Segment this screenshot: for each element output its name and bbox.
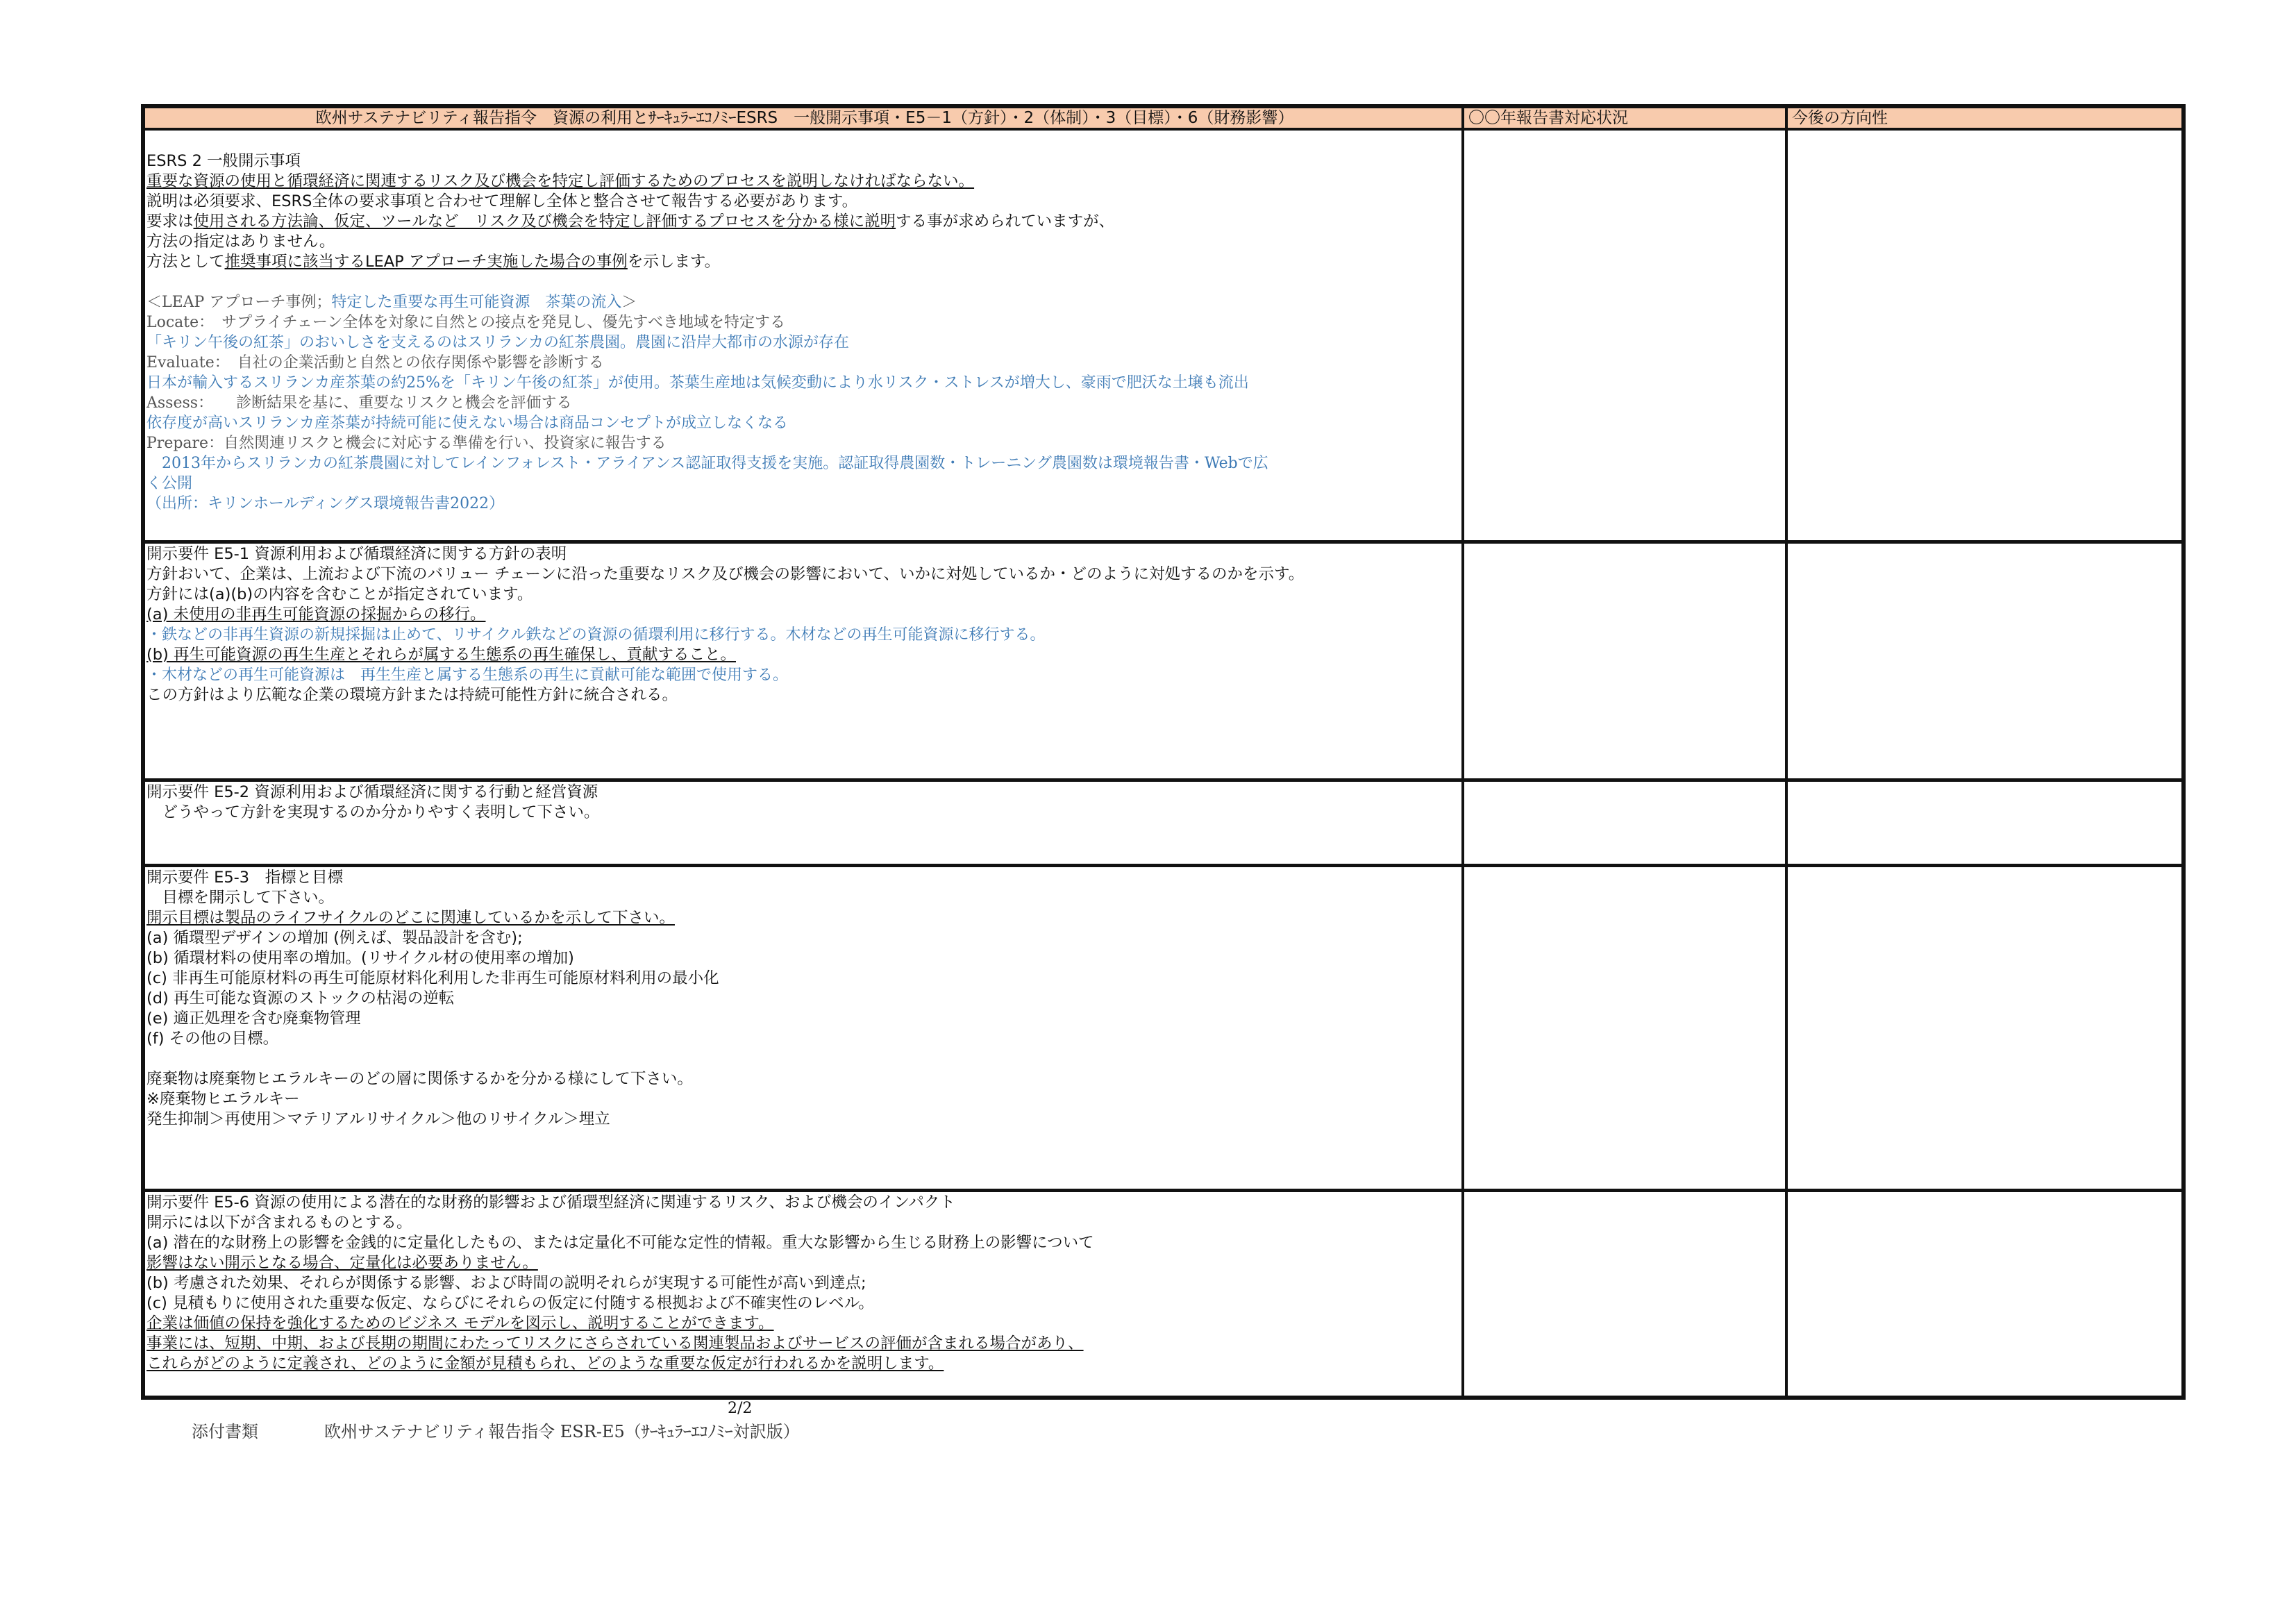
section-e5-1 xyxy=(145,544,1461,778)
section-e5-6 xyxy=(145,1193,1461,1396)
leap-step: Assess： 診断結果を基に、重要なリスクと機会を評価する xyxy=(146,394,572,412)
requirement-text: 開示目標は製品のライフサイクルのどこに関連しているかを示して下さい。 xyxy=(146,909,675,927)
row-divider xyxy=(145,778,2181,782)
leap-example: 「キリン午後の紅茶」のおいしさを支えるのはスリランカの紅茶農園。農園に沿岸大都市の水源が存在 xyxy=(146,334,850,351)
note-text: 方法として推奨事項に該当するLEAP アプローチ実施した場合の事例を示します。 xyxy=(146,253,721,271)
column-divider xyxy=(1785,108,1788,1396)
example-text: ・鉄などの非再生資源の新規採掘は止めて、リサイクル鉄などの資源の循環利用に移行する。木材などの再生可能資源に移行する。 xyxy=(146,626,1046,644)
section-e5-2 xyxy=(145,782,1461,864)
section-heading: ESRS 2 一般開示事項 xyxy=(146,152,301,170)
list-item: (a) 潜在的な財務上の影響を金銭的に定量化したもの、または定量化不可能な定性的情報。重大な影響から生じる財務上の影響について xyxy=(146,1234,1094,1252)
section-esrs2 xyxy=(145,151,1461,540)
section-heading: 開示要件 E5-1 資源利用および循環経済に関する方針の表明 xyxy=(146,545,567,563)
requirement-item: (b) 再生可能資源の再生生産とそれらが属する生態系の再生確保し、貢献すること。 xyxy=(146,646,736,664)
requirement-text: 影響はない開示となる場合、定量化は必要ありません。 xyxy=(146,1254,538,1272)
list-item: (c) 見積もりに使用された重要な仮定、ならびにそれらの仮定に付随する根拠および不確実性のレベル。 xyxy=(146,1294,874,1312)
requirement-text: 方針おいて、企業は、上流および下流のバリュー チェーンに沿った重要なリスク及び機会の影響において、いかに対処しているか・どのように対処するのかを示す。 xyxy=(146,565,1305,583)
list-item: (b) 考慮された効果、それらが関係する影響、および時間の説明それらが実現する可能性が高い到達点; xyxy=(146,1274,866,1292)
leap-step: Prepare：自然関連リスクと機会に対応する準備を行い、投資家に報告する xyxy=(146,435,667,452)
requirement-text: 事業には、短期、中期、および長期の期間にわたってリスクにさらされている関連製品およびサービスの評価が含まれる場合があり、 xyxy=(146,1334,1084,1353)
note-text: この方針はより広範な企業の環境方針または持続可能性方針に統合される。 xyxy=(146,686,678,704)
page-number: 2/2 xyxy=(728,1400,753,1417)
leap-step: Locate： サプライチェーン全体を対象に自然との接点を発見し、優先すべき地域を特定する xyxy=(146,314,785,331)
leap-example: 依存度が高いスリランカ産茶葉が持続可能に使えない場合は商品コンセプトが成立しなくなる xyxy=(146,415,789,432)
note-text: 説明は必須要求、ESRS全体の要求事項と合わせて理解し全体と整合させて報告する必要があります。 xyxy=(146,192,858,210)
header-future-direction: 今後の方向性 xyxy=(1788,108,2181,131)
disclosure-table xyxy=(141,104,2186,1400)
note-text: どうやって方針を実現するのか分かりやすく表明して下さい。 xyxy=(146,803,600,821)
leap-step: Evaluate： 自社の企業活動と自然との依存関係や影響を診断する xyxy=(146,354,604,371)
note-text: 方針には(a)(b)の内容を含むことが指定されています。 xyxy=(146,585,533,603)
section-e5-3 xyxy=(145,868,1461,1189)
row-divider xyxy=(145,864,2181,867)
list-item: (e) 適正処理を含む廃棄物管理 xyxy=(146,1010,361,1028)
row-divider xyxy=(145,1189,2181,1192)
requirement-text: 企業は価値の保持を強化するためのビジネス モデルを図示し、説明することができます。 xyxy=(146,1314,774,1332)
leap-example: 2013年からスリランカの紅茶農園に対してレインフォレスト・アライアンス認証取得支援を実施。認証取得農園数・トレーニング農園数は環境報告書・Webで広 xyxy=(146,455,1268,472)
note-text: 要求は使用される方法論、仮定、ツールなど リスク及び機会を特定し評価するプロセスを分かる様に説明する事が求められていますが、 xyxy=(146,212,1115,231)
footer-document-title: 欧州サステナビリティ報告指令 ESR-E5（ｻｰｷｭﾗｰｴｺﾉﾐｰ対訳版） xyxy=(324,1422,800,1441)
section-heading: 開示要件 E5-6 資源の使用による潜在的な財務的影響および循環型経済に関連するリスク、および機会のインパクト xyxy=(146,1194,955,1212)
header-report-status: 〇〇年報告書対応状況 xyxy=(1464,108,1788,131)
list-item: (f) その他の目標。 xyxy=(146,1030,279,1048)
note-text: 方法の指定はありません。 xyxy=(146,233,335,251)
list-item: (a) 循環型デザインの増加 (例えば、製品設計を含む); xyxy=(146,929,523,947)
source-note: （出所：キリンホールディングス環境報告書2022） xyxy=(146,495,505,512)
section-heading: 開示要件 E5-2 資源利用および循環経済に関する行動と経営資源 xyxy=(146,783,598,801)
requirement-text: 重要な資源の使用と循環経済に関連するリスク及び機会を特定し評価するためのプロセスを説明しなければならない。 xyxy=(146,172,975,190)
header-title: 欧州サステナビリティ報告指令 資源の利用とｻｰｷｭﾗｰｴｺﾉﾐｰESRS 一般開示事項・E5－1（方針）・2（体制）・3（目標）・6（財務影響） xyxy=(145,108,1464,131)
note-text: 発生抑制＞再使用＞マテリアルリサイクル＞他のリサイクル＞埋立 xyxy=(146,1110,610,1128)
note-text: 廃棄物は廃棄物ヒエラルキーのどの層に関係するかを分かる様にして下さい。 xyxy=(146,1070,693,1088)
row-divider xyxy=(145,540,2181,544)
note-text: ※廃棄物ヒエラルキー xyxy=(146,1090,300,1108)
footer-attachment-label: 添付書類 xyxy=(192,1422,258,1441)
list-item: (b) 循環材料の使用率の増加。(リサイクル材の使用率の増加) xyxy=(146,949,574,967)
note-text: 開示には以下が含まれるものとする。 xyxy=(146,1214,412,1232)
requirement-item: (a) 未使用の非再生可能資源の採掘からの移行。 xyxy=(146,605,486,623)
section-heading: 開示要件 E5-3 指標と目標 xyxy=(146,869,344,887)
example-text: ・木材などの再生可能資源は 再生生産と属する生態系の再生に貢献可能な範囲で使用する。 xyxy=(146,667,789,684)
leap-example: く公開 xyxy=(146,475,193,492)
requirement-text: これらがどのように定義され、どのように金額が見積もられ、どのような重要な仮定が行われるかを説明します。 xyxy=(146,1355,944,1373)
example-heading: ＜LEAP アプローチ事例；特定した重要な再生可能資源 茶葉の流入＞ xyxy=(146,294,637,311)
list-item: (c) 非再生可能原材料の再生可能原材料化利用した非再生可能原材料利用の最小化 xyxy=(146,969,719,987)
column-divider xyxy=(1461,108,1464,1396)
list-item: (d) 再生可能な資源のストックの枯渇の逆転 xyxy=(146,989,455,1007)
leap-example: 日本が輸入するスリランカ産茶葉の約25%を「キリン午後の紅茶」が使用。茶葉生産地は気候変動により水リスク・ストレスが増大し、豪雨で肥沃な土壌も流出 xyxy=(146,374,1249,392)
note-text: 目標を開示して下さい。 xyxy=(146,889,335,907)
